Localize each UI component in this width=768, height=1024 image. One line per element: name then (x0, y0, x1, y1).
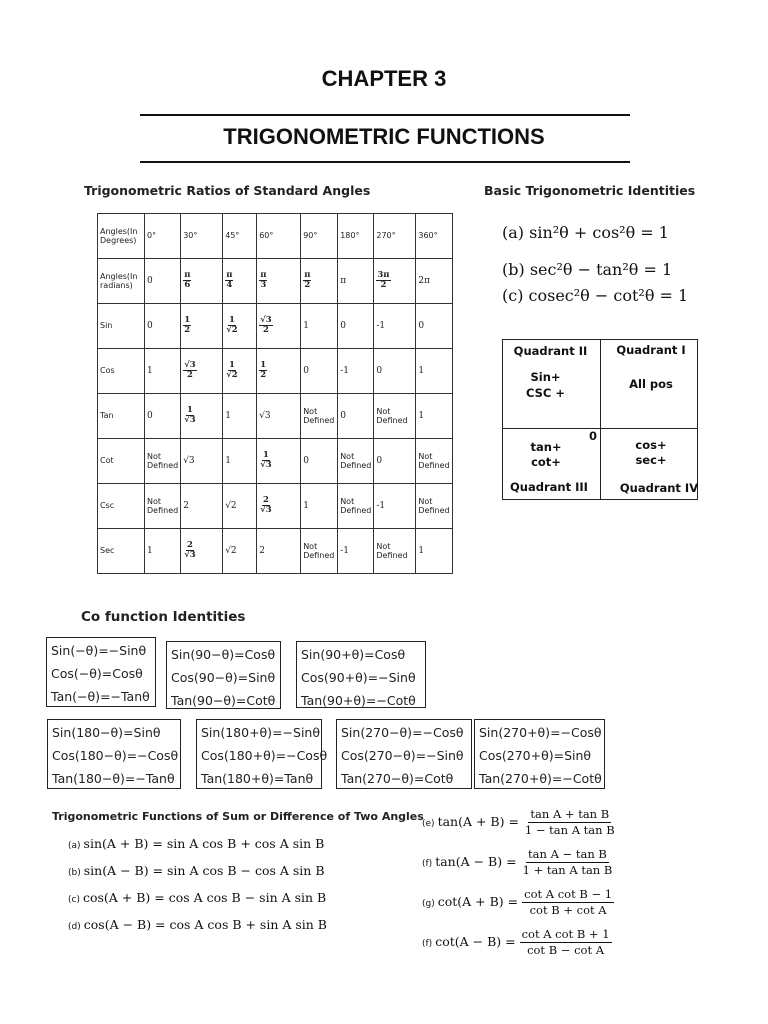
cofunction-sin: Sin(180+θ)=−Sinθ (201, 725, 320, 740)
cofunction-sin: Sin(90+θ)=Cosθ (301, 647, 406, 662)
formula-label: (f) (422, 939, 433, 950)
formula-fraction: $\frac{\text{tan A + tan B}}{\text{1 − tan A tan B}}$ (524, 807, 615, 837)
table-cell: -1 (374, 484, 416, 529)
cofunction-cos: Cos(180+θ)=−Cosθ (201, 748, 328, 763)
cofunction-box-180-plus (196, 719, 328, 789)
table-cell: 0 (374, 349, 416, 394)
sumdiff-formula-d (68, 917, 327, 932)
table-cell: Not Defined (374, 529, 416, 574)
basic-identities-heading: Basic Trigonometric Identities (484, 183, 696, 198)
table-cell: √2 (223, 484, 257, 529)
table-cell: -1 (374, 304, 416, 349)
quadrant-3-title: Quadrant III (510, 480, 588, 494)
table-cell (223, 259, 257, 304)
fraction: $\frac{3\pi}{2}$ (377, 269, 390, 291)
cofunction-sin: Sin(90−θ)=Cosθ (171, 647, 276, 662)
table-cell: 0 (338, 304, 374, 349)
table-cell: √3 (181, 439, 223, 484)
cofunction-tan: Tan(270+θ)=−Cotθ (479, 771, 602, 786)
fraction: $\frac{√3}{2}$ (260, 314, 272, 336)
chapter-number: CHAPTER 3 (321, 66, 447, 91)
table-cell: 45° (223, 214, 257, 259)
table-cell: Not Defined (416, 484, 452, 529)
fraction: $\frac{\pi}{4}$ (226, 269, 233, 291)
quadrant-2-sin: Sin+ (530, 370, 561, 384)
row-label: Sin (98, 304, 145, 349)
table-cell: 90° (301, 214, 338, 259)
cofunction-sin: Sin(−θ)=−Sinθ (51, 643, 147, 658)
cofunction-cos: Cos(270+θ)=Sinθ (479, 748, 592, 763)
table-cell: 60° (257, 214, 301, 259)
table-cell: 0 (374, 439, 416, 484)
fraction: $\frac{1}{2}$ (184, 314, 191, 336)
table-cell: Not Defined (338, 484, 374, 529)
identity-c: (c) cosec²θ − cot²θ = 1 (502, 286, 689, 305)
table-cell: 0 (301, 439, 338, 484)
formula-fraction: $\frac{\text{tan A − tan B}}{\text{1 + tan A tan B}}$ (522, 847, 613, 877)
table-cell (374, 259, 416, 304)
table-row (98, 304, 453, 349)
table-cell: 1 (416, 349, 452, 394)
cofunction-box-180-minus (47, 719, 181, 789)
table-cell: Not Defined (145, 439, 181, 484)
fraction: $\frac{1}{√3}$ (184, 404, 196, 426)
cofunction-cos: Cos(90−θ)=Sinθ (171, 670, 276, 685)
table-cell: 1 (145, 529, 181, 574)
table-cell: 2 (257, 529, 301, 574)
sumdiff-formula-c (68, 890, 326, 905)
quadrant-3-tan: tan+ (530, 440, 562, 454)
quadrant-3-cot: cot+ (531, 455, 561, 469)
formula-lhs: tan(A + B) = (437, 814, 519, 830)
table-cell: 1 (223, 439, 257, 484)
table-cell (181, 394, 223, 439)
quadrant-2-csc: CSC + (525, 386, 565, 400)
sumdiff-formula-h (422, 928, 612, 957)
sumdiff-heading: Trigonometric Functions of Sum or Difference of Two Angles (52, 810, 424, 823)
table-cell: 1 (223, 394, 257, 439)
table-cell: -1 (338, 529, 374, 574)
table-cell: 0 (145, 259, 181, 304)
table-cell: Not Defined (416, 439, 452, 484)
table-cell: 1 (416, 529, 452, 574)
table-cell: 1 (301, 304, 338, 349)
quadrant-4-sec: sec+ (635, 453, 667, 467)
table-cell: 360° (416, 214, 452, 259)
table-row (98, 529, 453, 574)
table-cell (181, 304, 223, 349)
fraction: $\frac{1}{√2}$ (226, 359, 238, 381)
formula-label: (g) (422, 899, 435, 910)
formula-lhs: cot(A − B) = (435, 934, 516, 950)
table-row (98, 349, 453, 394)
cofunction-cos: Cos(90+θ)=−Sinθ (301, 670, 416, 685)
row-label: Csc (98, 484, 145, 529)
fraction: $\frac{√3}{2}$ (184, 359, 196, 381)
cofunction-heading: Co function Identities (81, 609, 246, 625)
formula-label: (b) (68, 868, 81, 878)
cofunction-tan: Tan(270−θ)=Cotθ (341, 771, 454, 786)
table-cell: 0 (301, 349, 338, 394)
table-cell: 0 (145, 394, 181, 439)
fraction: $\frac{1}{√2}$ (226, 314, 238, 336)
table-cell: Not Defined (374, 394, 416, 439)
table-cell (257, 439, 301, 484)
formula-text: cos(A − B) = cos A cos B + sin A sin B (83, 917, 327, 932)
table-row (98, 259, 453, 304)
title-rule-top (140, 114, 630, 116)
cofunction-tan: Tan(90−θ)=Cotθ (171, 693, 276, 708)
cofunction-sin: Sin(270+θ)=−Cosθ (479, 725, 602, 740)
fraction: $\frac{\pi}{3}$ (260, 269, 267, 291)
sumdiff-formula-e (422, 808, 617, 837)
formula-lhs: tan(A − B) = (435, 854, 517, 870)
cofunction-cos: Cos(270−θ)=−Sinθ (341, 748, 464, 763)
table-row (98, 214, 453, 259)
table-cell: Not Defined (301, 394, 338, 439)
formula-text: cos(A + B) = cos A cos B − sin A sin B (82, 890, 327, 905)
quadrant-1-title: Quadrant I (616, 343, 686, 357)
table-cell (257, 304, 301, 349)
table-cell: Not Defined (145, 484, 181, 529)
table-cell (181, 259, 223, 304)
cofunction-tan: Tan(90+θ)=−Cotθ (301, 693, 416, 708)
fraction: $\frac{\pi}{2}$ (304, 269, 311, 291)
cofunction-tan: Tan(−θ)=−Tanθ (51, 689, 150, 704)
fraction: $\frac{1}{√3}$ (260, 449, 272, 471)
table-cell: 0 (416, 304, 452, 349)
table-cell: π (338, 259, 374, 304)
sumdiff-formula-a (68, 836, 324, 851)
table-cell: 1 (145, 349, 181, 394)
identity-b: (b) sec²θ − tan²θ = 1 (502, 260, 673, 279)
table-cell: √2 (223, 529, 257, 574)
chapter-title: TRIGONOMETRIC FUNCTIONS (223, 124, 545, 149)
formula-label: (c) (68, 895, 80, 905)
formula-label: (f) (422, 859, 433, 870)
cofunction-sin: Sin(270−θ)=−Cosθ (341, 725, 464, 740)
row-label: Angles(In Degrees) (98, 214, 145, 259)
fraction: $\frac{2}{√3}$ (260, 494, 272, 516)
row-label: Sec (98, 529, 145, 574)
table-cell: 1 (301, 484, 338, 529)
row-label: Tan (98, 394, 145, 439)
formula-text: sin(A + B) = sin A cos B + cos A sin B (83, 836, 325, 851)
cofunction-box-270-minus (336, 719, 472, 789)
fraction: $\frac{2}{√3}$ (184, 539, 196, 561)
row-label: Cos (98, 349, 145, 394)
table-cell: -1 (338, 349, 374, 394)
table-row (98, 439, 453, 484)
cofunction-box-90-plus (296, 641, 426, 708)
quadrant-horizontal-axis (503, 428, 697, 429)
table-cell (223, 349, 257, 394)
table-cell: 2 (181, 484, 223, 529)
formula-text: sin(A − B) = sin A cos B − cos A sin B (83, 863, 325, 878)
table-cell: √3 (257, 394, 301, 439)
quadrant-4-cos: cos+ (635, 438, 667, 452)
formula-lhs: cot(A + B) = (437, 894, 519, 910)
table-cell: 0° (145, 214, 181, 259)
table-cell: 180° (338, 214, 374, 259)
fraction: $\frac{\pi}{6}$ (184, 269, 191, 291)
sumdiff-formula-b (68, 863, 325, 878)
ratios-heading: Trigonometric Ratios of Standard Angles (84, 183, 371, 198)
table-cell: 30° (181, 214, 223, 259)
quadrant-diagram (502, 339, 698, 500)
table-cell (257, 259, 301, 304)
cofunction-tan: Tan(180−θ)=−Tanθ (52, 771, 175, 786)
ratios-table (97, 213, 453, 574)
cofunction-cos: Cos(180−θ)=−Cosθ (52, 748, 179, 763)
quadrant-2-title: Quadrant II (513, 344, 588, 358)
cofunction-tan: Tan(180+θ)=Tanθ (201, 771, 314, 786)
table-cell (181, 349, 223, 394)
row-label: Angles(In radians) (98, 259, 145, 304)
cofunction-box-90-minus (166, 641, 281, 709)
cofunction-box-270-plus (474, 719, 605, 789)
quadrant-4-title: Quadrant IV (619, 481, 699, 495)
formula-label: (e) (422, 819, 435, 830)
table-cell (223, 304, 257, 349)
table-cell: 1 (416, 394, 452, 439)
table-cell: 270° (374, 214, 416, 259)
formula-label: (d) (68, 922, 81, 932)
table-row (98, 484, 453, 529)
cofunction-box-negative (46, 637, 156, 707)
quadrant-1-all: All pos (629, 377, 673, 391)
table-cell: Not Defined (338, 439, 374, 484)
formula-fraction: $\frac{\text{cot A cot B − 1}}{\text{cot B + cot A}}$ (524, 887, 613, 917)
sumdiff-formula-f (422, 848, 614, 877)
identity-a: (a) sin²θ + cos²θ = 1 (502, 223, 669, 242)
table-cell (257, 484, 301, 529)
formula-label: (a) (68, 841, 81, 851)
table-cell: 0 (338, 394, 374, 439)
quadrant-vertical-axis (600, 340, 601, 499)
quadrant-origin: 0 (588, 429, 597, 443)
fraction: $\frac{1}{2}$ (260, 359, 267, 381)
table-cell: 2π (416, 259, 452, 304)
table-cell: Not Defined (301, 529, 338, 574)
title-rule-bottom (140, 161, 630, 163)
cofunction-sin: Sin(180−θ)=Sinθ (52, 725, 161, 740)
cofunction-cos: Cos(−θ)=Cosθ (51, 666, 143, 681)
table-cell (181, 529, 223, 574)
table-cell (257, 349, 301, 394)
table-cell: 0 (145, 304, 181, 349)
table-cell (301, 259, 338, 304)
row-label: Cot (98, 439, 145, 484)
formula-fraction: $\frac{\text{cot A cot B + 1}}{\text{cot B − cot A}}$ (521, 927, 610, 957)
sumdiff-formula-g (422, 888, 614, 917)
table-row (98, 394, 453, 439)
